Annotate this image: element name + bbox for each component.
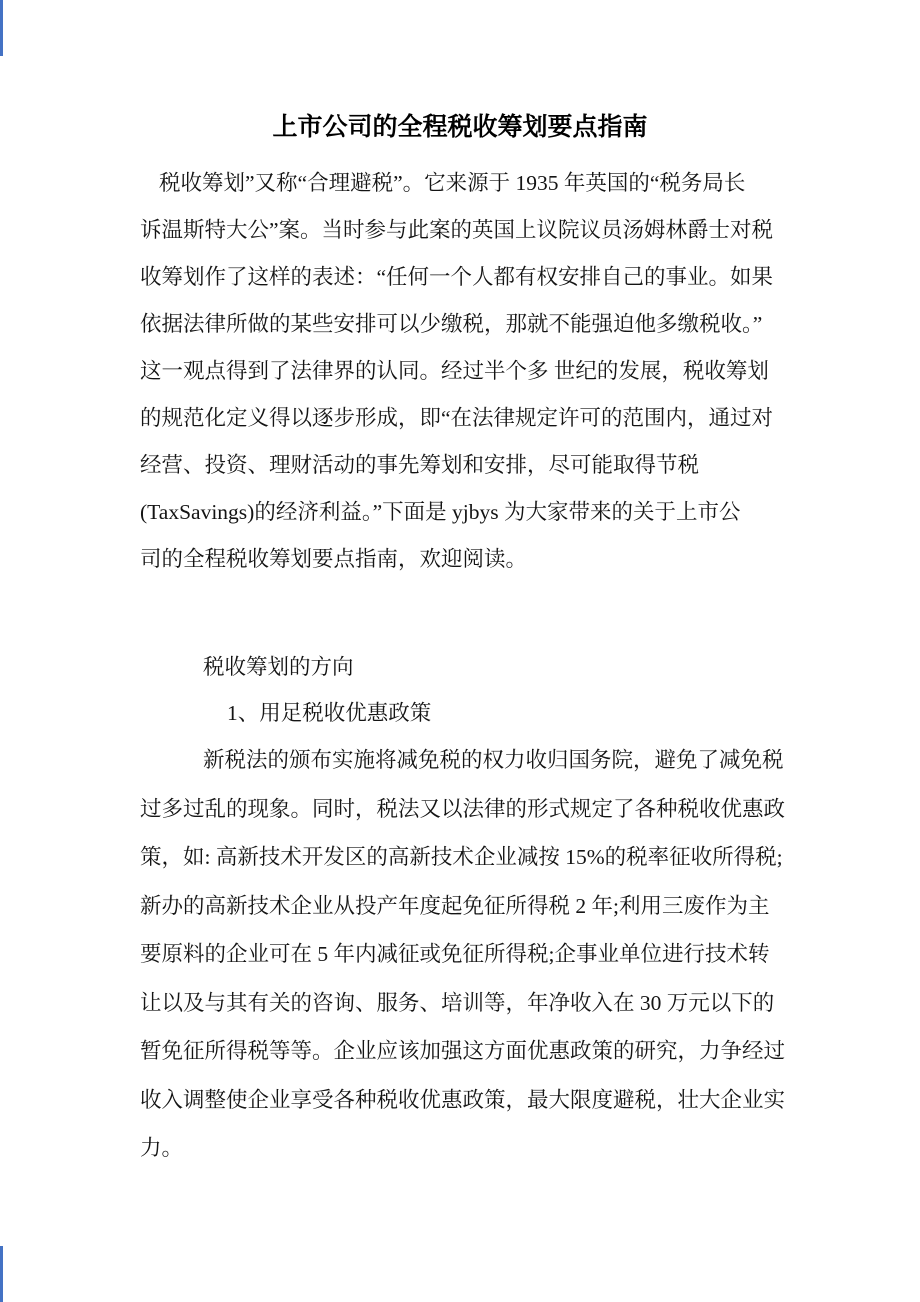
text-line: 力。 xyxy=(140,1136,184,1160)
left-accent-top-bar xyxy=(0,0,3,56)
text-line: 依据法律所做的某些安排可以少缴税，那就不能强迫他多缴税收。” xyxy=(140,312,763,336)
text-line: (TaxSavings)的经济利益。”下面是 yjbys 为大家带来的关于上市公 xyxy=(140,500,741,524)
text-line: 新税法的颁布实施将减免税的权力收归国务院，避免了减免税 xyxy=(203,748,784,772)
text-line: 新办的高新技术企业从投产年度起免征所得税 2 年;利用三废作为主 xyxy=(140,893,770,918)
text-line: 司的全程税收筹划要点指南，欢迎阅读。 xyxy=(140,547,528,571)
text-line: 让以及与其有关的咨询、服务、培训等，年净收入在 30 万元以下的 xyxy=(140,990,775,1015)
text-line: 这一观点得到了法律界的认同。经过半个多 世纪的发展，税收筹划 xyxy=(140,359,769,383)
text-line: 收筹划作了这样的表述：“任何一个人都有权安排自己的事业。如果 xyxy=(140,265,774,289)
text-line: 诉温斯特大公”案。当时参与此案的英国上议院议员汤姆林爵士对税 xyxy=(140,218,774,242)
page-title: 上市公司的全程税收筹划要点指南 xyxy=(272,113,648,141)
text-line: 过多过乱的现象。同时，税法又以法律的形式规定了各种税收优惠政 xyxy=(140,796,786,821)
text-line: 收入调整使企业享受各种税收优惠政策，最大限度避税，壮大企业实 xyxy=(140,1087,786,1112)
text-line: 的规范化定义得以逐步形成，即“在法律规定许可的范围内，通过对 xyxy=(140,406,774,430)
subsection-heading: 1、用足税收优惠政策 xyxy=(227,701,432,725)
text-line: 经营、投资、理财活动的事先筹划和安排，尽可能取得节税 xyxy=(140,453,700,477)
text-line: 要原料的企业可在 5 年内减征或免征所得税;企事业单位进行技术转 xyxy=(140,942,770,966)
left-accent-bottom-bar xyxy=(0,1246,3,1302)
body-paragraph xyxy=(140,736,840,1173)
text-line: 策，如: 高新技术开发区的高新技术企业减按 15%的税率征收所得税; xyxy=(140,845,783,869)
intro-paragraph xyxy=(140,160,840,583)
text-line: 暂免征所得税等等。企业应该加强这方面优惠政策的研究，力争经过 xyxy=(140,1039,786,1063)
section-heading: 税收筹划的方向 xyxy=(203,655,354,679)
text-line: 税收筹划”又称“合理避税”。它来源于 1935 年英国的“税务局长 xyxy=(159,171,746,195)
